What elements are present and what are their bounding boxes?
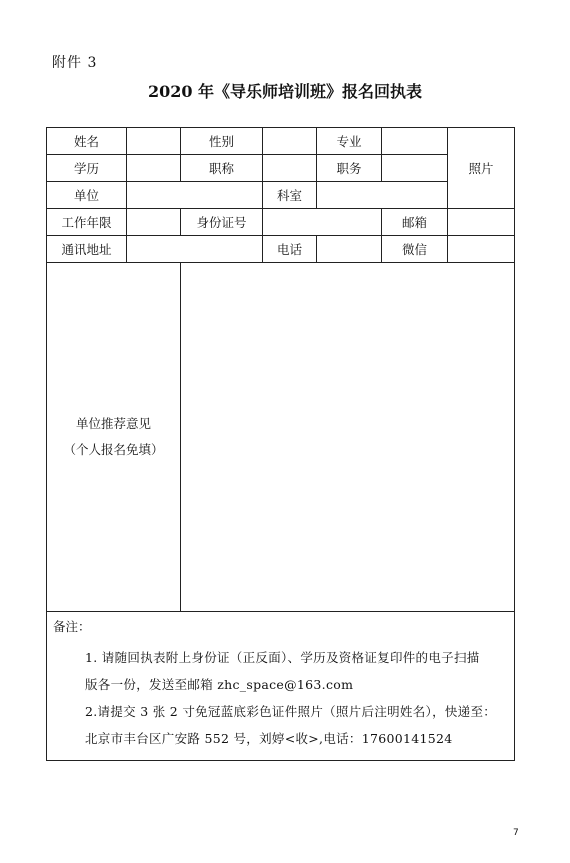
recommendation-input[interactable] [181, 263, 515, 612]
label-department: 科室 [263, 182, 317, 209]
remark-2-line-b: 北京市丰台区广安路 552 号，刘婷<收>,电话：17600141524 [85, 731, 453, 746]
label-position: 职务 [317, 155, 382, 182]
input-major[interactable] [382, 128, 448, 155]
input-wechat[interactable] [448, 236, 515, 263]
remark-1-line-b: 版各一份，发送至邮箱 zhc_space@163.com [85, 677, 354, 692]
remark-1-line-a: 1. 请随回执表附上身份证（正反面）、学历及资格证复印件的电子扫描 [85, 650, 480, 665]
remark-2-line-a: 2.请提交 3 张 2 寸免冠蓝底彩色证件照片（照片后注明姓名），快递至： [85, 704, 497, 719]
label-major: 专业 [317, 128, 382, 155]
input-id-number[interactable] [263, 209, 382, 236]
label-phone: 电话 [263, 236, 317, 263]
input-position[interactable] [382, 155, 448, 182]
input-education[interactable] [127, 155, 181, 182]
recommendation-note: （个人报名免填） [63, 442, 164, 457]
page-number: 7 [513, 828, 519, 838]
label-name: 姓名 [47, 128, 127, 155]
recommendation-label: 单位推荐意见 [75, 416, 151, 431]
remarks-cell [47, 612, 515, 761]
input-email[interactable] [448, 209, 515, 236]
remarks-heading: 备注： [53, 619, 91, 634]
label-employer: 单位 [47, 182, 127, 209]
label-id-number: 身份证号 [181, 209, 263, 236]
registration-form-table [46, 127, 515, 761]
label-education: 学历 [47, 155, 127, 182]
input-title-rank[interactable] [263, 155, 317, 182]
page-title: 2020 年《导乐师培训班》报名回执表 [147, 82, 423, 101]
input-years-worked[interactable] [127, 209, 181, 236]
label-title-rank: 职称 [181, 155, 263, 182]
label-email: 邮箱 [382, 209, 448, 236]
label-years-worked: 工作年限 [47, 209, 127, 236]
input-department[interactable] [317, 182, 448, 209]
label-gender: 性别 [181, 128, 263, 155]
label-wechat: 微信 [382, 236, 448, 263]
input-phone[interactable] [317, 236, 382, 263]
attachment-label: 附件 3 [52, 55, 98, 71]
photo-cell[interactable]: 照片 [448, 128, 515, 209]
input-employer[interactable] [127, 182, 263, 209]
input-name[interactable] [127, 128, 181, 155]
input-gender[interactable] [263, 128, 317, 155]
recommendation-label-cell [47, 263, 181, 612]
label-address: 通讯地址 [47, 236, 127, 263]
input-address[interactable] [127, 236, 263, 263]
